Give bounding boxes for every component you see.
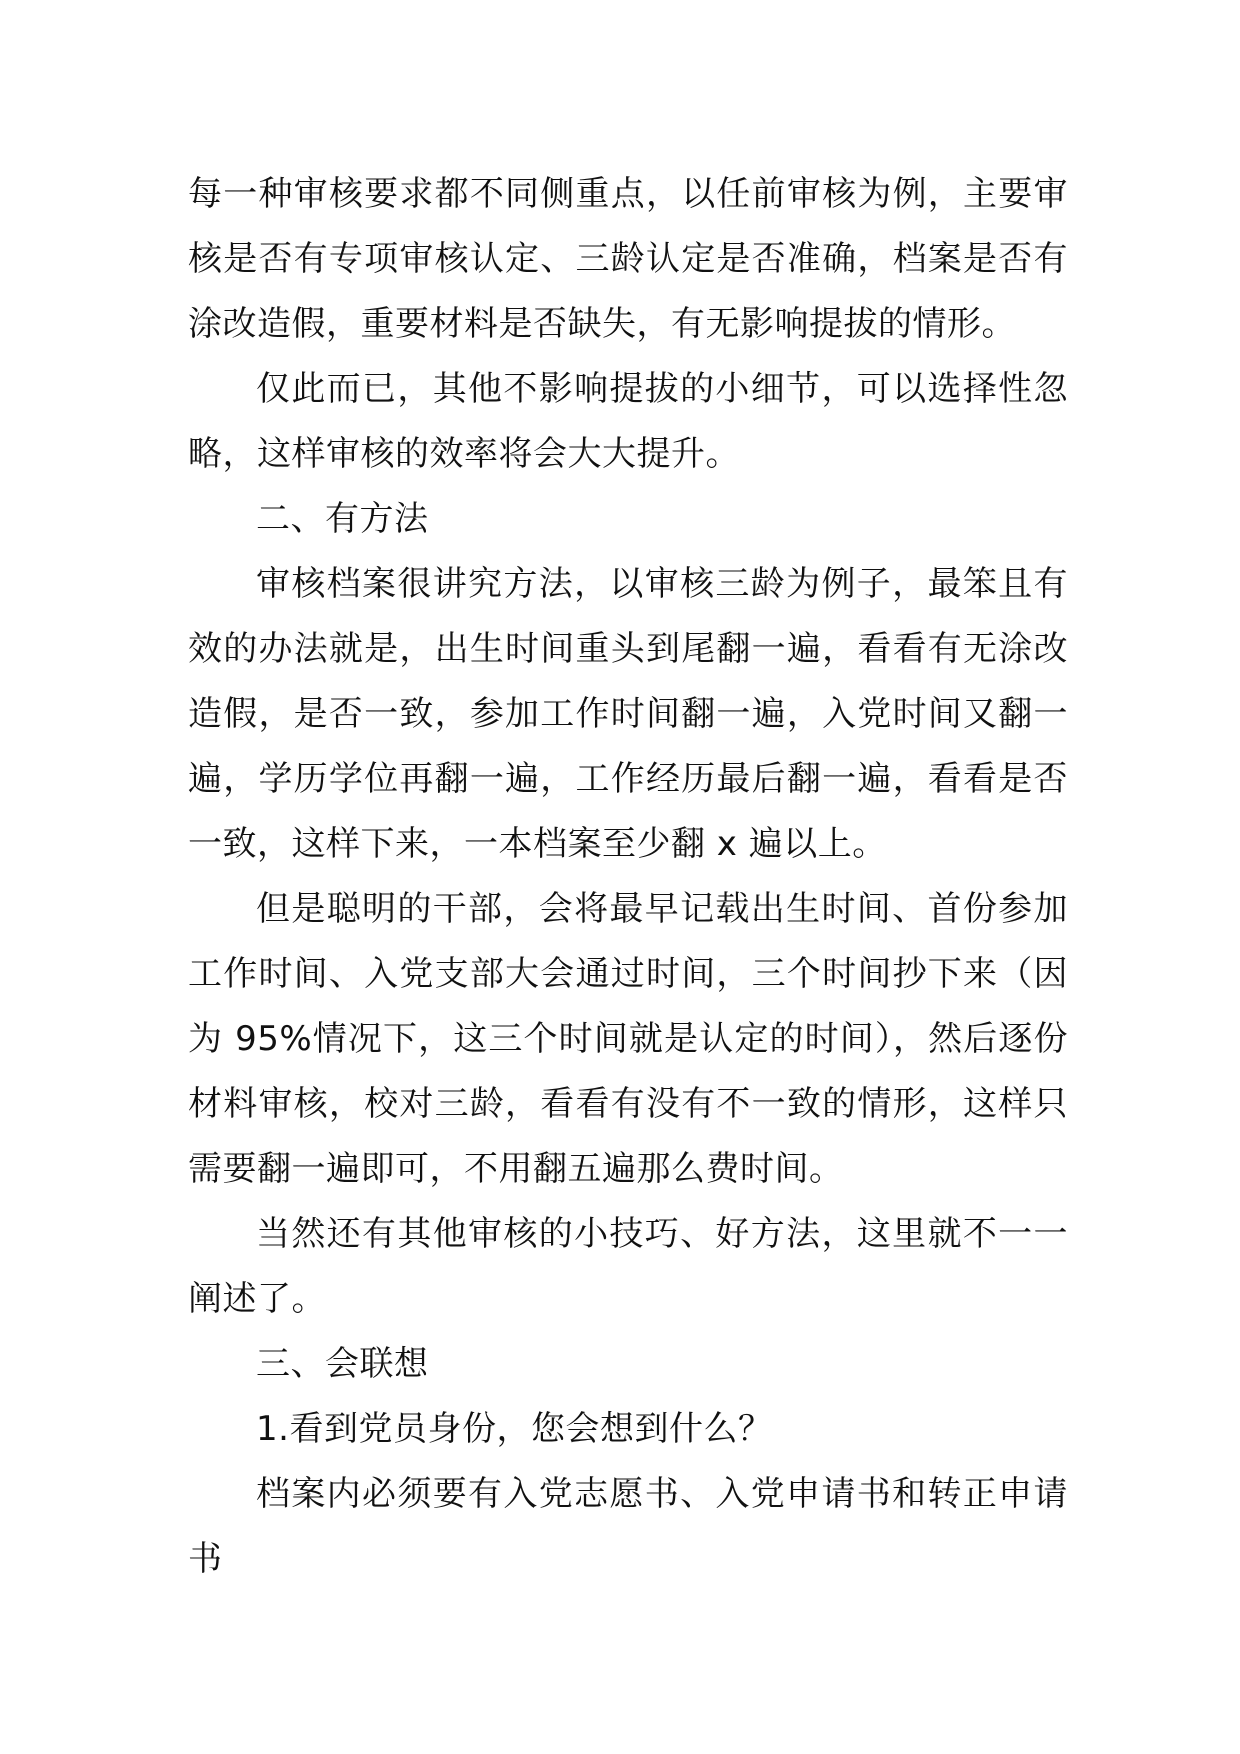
section-heading-method: 二、有方法 bbox=[256, 499, 429, 539]
paragraph-required-documents: 档案内必须要有入党志愿书、入党申请书和转正申请书 bbox=[188, 1474, 1068, 1579]
paragraph-review-focus: 每一种审核要求都不同侧重点，以任前审核为例，主要审核是否有专项审核认定、三龄认定是否准确，档案是否有涂改造假，重要材料是否缺失，有无影响提拔的情形。 bbox=[188, 174, 1068, 344]
section-heading-association: 三、会联想 bbox=[256, 1344, 429, 1384]
question-party-member: 1.看到党员身份，您会想到什么？ bbox=[256, 1409, 773, 1449]
paragraph-method-example: 审核档案很讲究方法，以审核三龄为例子，最笨且有效的办法就是，出生时间重头到尾翻一遍，看看有无涂改造假，是否一致，参加工作时间翻一遍，入党时间又翻一遍，学历学位再翻一遍，工作经历最后翻一遍，看看是否一致，这样下来，一本档案至少翻 x 遍以上。 bbox=[188, 564, 1068, 864]
paragraph-other-tips: 当然还有其他审核的小技巧、好方法，这里就不一一阐述了。 bbox=[188, 1214, 1068, 1319]
paragraph-smart-approach: 但是聪明的干部，会将最早记载出生时间、首份参加工作时间、入党支部大会通过时间，三个时间抄下来（因为 95%情况下，这三个时间就是认定的时间），然后逐份材料审核，校对三龄，看看有没有不一致的情形，这样只需要翻一遍即可，不用翻五遍那么费时间。 bbox=[188, 889, 1068, 1189]
document-body bbox=[188, 162, 1068, 1592]
paragraph-ignore-details: 仅此而已，其他不影响提拔的小细节，可以选择性忽略，这样审核的效率将会大大提升。 bbox=[188, 369, 1068, 474]
